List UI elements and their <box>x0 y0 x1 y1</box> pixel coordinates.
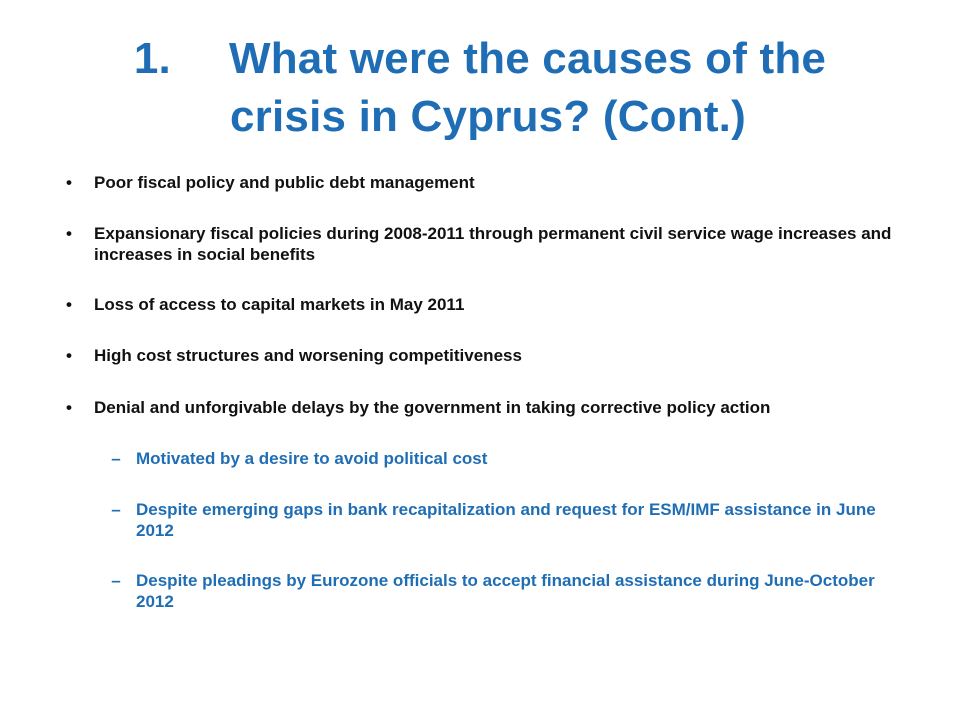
bullet-item <box>66 294 894 315</box>
bullet-marker: • <box>66 173 72 192</box>
bullet-item <box>66 397 894 418</box>
title-line-2: crisis in Cyprus? (Cont.) <box>230 92 746 141</box>
bullet-item <box>66 345 894 366</box>
bullet-marker: • <box>66 346 72 365</box>
bullet-text: Denial and unforgivable delays by the government in taking corrective policy action <box>94 398 771 417</box>
bullet-marker: • <box>66 398 72 417</box>
bullet-text: Expansionary fiscal policies during 2008-2011 through permanent civil service wage increases and increases in social benefits <box>94 224 892 264</box>
bullet-text: High cost structures and worsening competitiveness <box>94 346 522 365</box>
sub-bullet-item <box>111 570 906 612</box>
bullet-item <box>66 172 894 193</box>
bullet-text: Loss of access to capital markets in May 2011 <box>94 295 465 314</box>
sub-bullet-item <box>111 448 906 469</box>
sub-bullet-text: Motivated by a desire to avoid political cost <box>136 449 488 468</box>
sub-bullet-marker: – <box>111 500 121 519</box>
sub-bullet-text: Despite pleadings by Eurozone officials to accept financial assistance during June-October 2012 <box>136 571 875 611</box>
sub-bullet-item <box>111 499 906 541</box>
bullet-marker: • <box>66 295 72 314</box>
bullet-item <box>66 223 894 265</box>
sub-bullet-marker: – <box>111 449 121 468</box>
bullet-marker: • <box>66 224 72 243</box>
bullet-text: Poor fiscal policy and public debt management <box>94 173 475 192</box>
title-line-1: What were the causes of the <box>229 34 827 83</box>
title-number: 1. <box>133 34 171 83</box>
sub-bullet-text: Despite emerging gaps in bank recapitalization and request for ESM/IMF assistance in June 2012 <box>136 500 876 540</box>
sub-bullet-marker: – <box>111 571 121 590</box>
